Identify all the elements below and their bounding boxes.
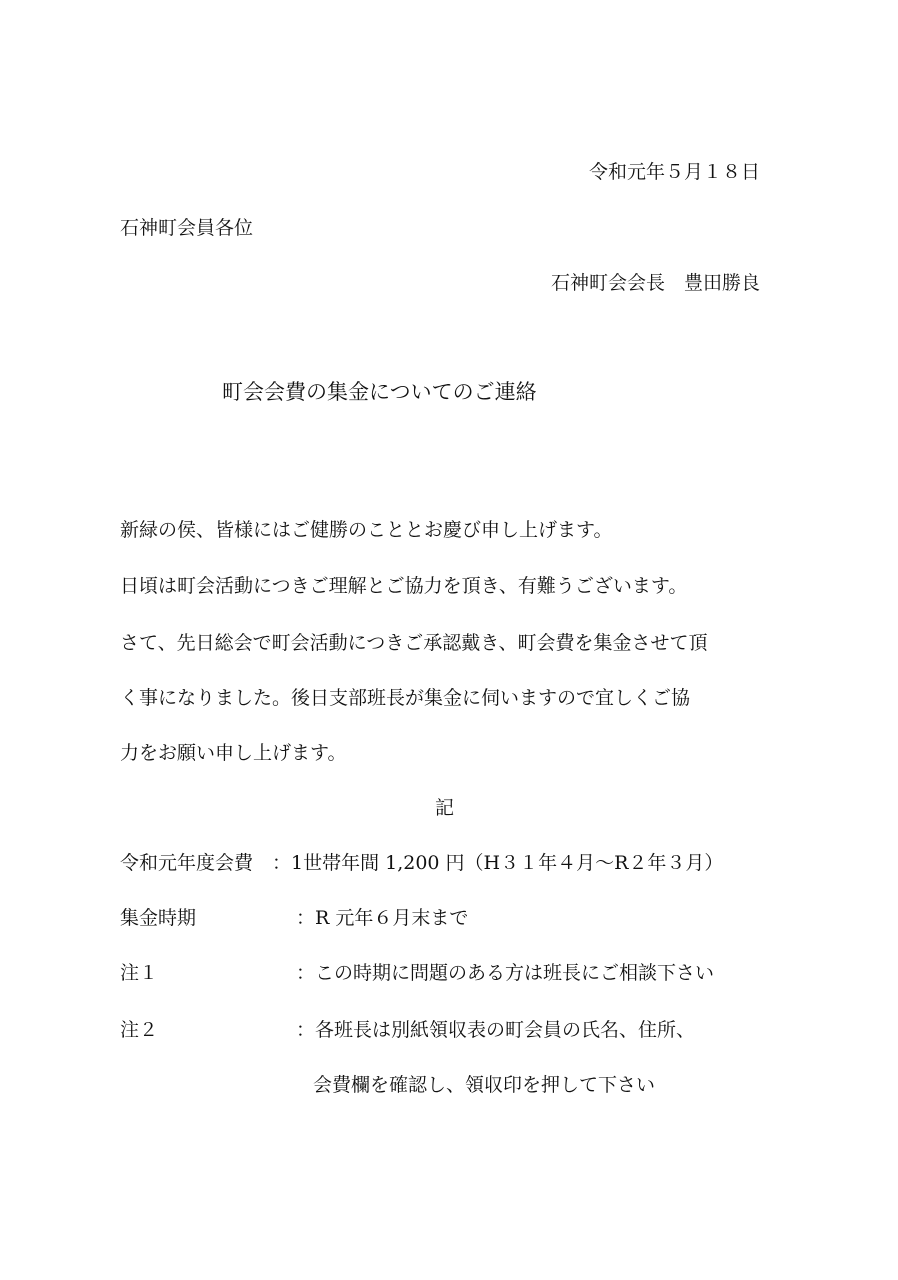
body-paragraph-line: 日頃は町会活動につきご理解とご協力を頂き、有難うございます。 bbox=[120, 575, 688, 597]
ki-heading: 記 bbox=[435, 797, 455, 819]
body-paragraph-line: さて、先日総会で町会活動につきご承認戴き、町会費を集金させて頂 bbox=[120, 632, 708, 654]
item-label: 注２ bbox=[120, 1019, 159, 1041]
document-title: 町会会費の集金についてのご連絡 bbox=[222, 380, 537, 404]
document-date: 令和元年５月１８日 bbox=[588, 161, 760, 183]
body-paragraph-line: 新緑の侯、皆様にはご健勝のこととお慶び申し上げます。 bbox=[120, 519, 613, 541]
item-value: ：R 元年６月末まで bbox=[296, 907, 469, 929]
item-value: ：各班長は別紙領収表の町会員の氏名、住所、 bbox=[296, 1019, 696, 1041]
item-label: 注１ bbox=[120, 962, 159, 984]
item-continuation: 会費欄を確認し、領収印を押して下さい bbox=[313, 1074, 656, 1096]
item-label: 集金時期 bbox=[120, 907, 197, 929]
item-value: ：1世帯年間 1,200 円（H３１年４月～R２年３月） bbox=[272, 852, 724, 874]
sender-line: 石神町会会長 豊田勝良 bbox=[550, 272, 760, 294]
body-paragraph-line: 力をお願い申し上げます。 bbox=[120, 742, 347, 764]
recipient-line: 石神町会員各位 bbox=[120, 217, 254, 239]
body-paragraph-line: く事になりました。後日支部班長が集金に伺いますので宜しくご協 bbox=[120, 687, 691, 709]
item-value: ：この時期に問題のある方は班長にご相談下さい bbox=[296, 962, 715, 984]
item-label: 令和元年度会費 bbox=[120, 852, 254, 874]
